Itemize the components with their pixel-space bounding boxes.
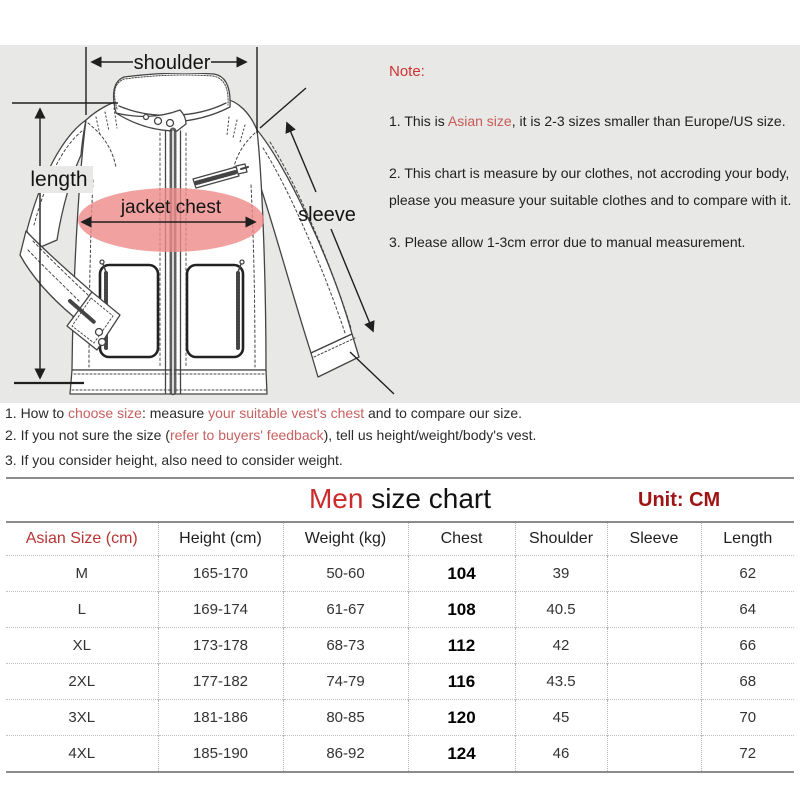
chart-title: Men size chart — [308, 483, 492, 514]
note-item-3: 3. Please allow 1-3cm error due to manual measurement. — [389, 234, 746, 250]
cell-size: XL — [6, 628, 158, 664]
table-row-2xl — [6, 664, 794, 700]
unit-label: Unit: CM — [638, 489, 721, 511]
note-item-2: 2. This chart is measure by our clothes, not accroding your body, please you measure your suitable clothes and to compare with it. — [389, 165, 792, 208]
cell-chest: 108 — [408, 592, 515, 628]
table-row-4xl — [6, 736, 794, 773]
table-row-xl — [6, 628, 794, 664]
cell-weight: 80-85 — [283, 700, 408, 736]
cell-weight: 86-92 — [283, 736, 408, 773]
cell-height: 177-182 — [158, 664, 283, 700]
jacket-measurement-diagram — [0, 45, 400, 403]
table-title-row — [0, 479, 800, 521]
cell-shoulder: 43.5 — [515, 664, 607, 700]
chart-title-men: Men — [308, 483, 364, 514]
cell-size: 4XL — [6, 736, 158, 773]
cell-length: 66 — [701, 628, 794, 664]
cell-chest: 104 — [408, 556, 515, 592]
col-header-height: Height (cm) — [158, 522, 283, 556]
header-row — [6, 522, 794, 556]
cell-length: 70 — [701, 700, 794, 736]
cell-size: L — [6, 592, 158, 628]
col-header-length: Length — [701, 522, 794, 556]
highlight-choose-size: choose size — [68, 405, 142, 421]
cell-sleeve — [607, 556, 701, 592]
cell-sleeve — [607, 628, 701, 664]
col-header-sleeve: Sleeve — [607, 522, 701, 556]
cell-height: 173-178 — [158, 628, 283, 664]
howto-list — [5, 402, 536, 471]
cell-length: 64 — [701, 592, 794, 628]
cell-size: M — [6, 556, 158, 592]
col-header-chest: Chest — [408, 522, 515, 556]
shoulder-label: shoulder — [133, 52, 211, 74]
col-header-asian-size: Asian Size (cm) — [25, 530, 138, 547]
cell-chest: 116 — [408, 664, 515, 700]
cell-chest: 112 — [408, 628, 515, 664]
cell-chest: 120 — [408, 700, 515, 736]
col-header-weight: Weight (kg) — [283, 522, 408, 556]
cell-sleeve — [607, 700, 701, 736]
cell-length: 68 — [701, 664, 794, 700]
cell-sleeve — [607, 736, 701, 773]
cell-size: 3XL — [6, 700, 158, 736]
cell-size: 2XL — [6, 664, 158, 700]
sleeve-label: sleeve — [298, 204, 356, 226]
cell-weight: 74-79 — [283, 664, 408, 700]
cell-shoulder: 45 — [515, 700, 607, 736]
cell-length: 72 — [701, 736, 794, 773]
cell-shoulder: 42 — [515, 628, 607, 664]
cell-sleeve — [607, 664, 701, 700]
table-row-3xl — [6, 700, 794, 736]
cell-height: 185-190 — [158, 736, 283, 773]
highlight-vest-chest: your suitable vest's chest — [208, 405, 365, 421]
notes-block — [389, 63, 795, 251]
howto-item-2: 2. If you not sure the size (refer to buyers' feedback), tell us height/weight/body's vest. — [5, 427, 537, 443]
length-label: length — [30, 168, 88, 191]
cell-height: 181-186 — [158, 700, 283, 736]
cell-weight: 50-60 — [283, 556, 408, 592]
cell-sleeve — [607, 592, 701, 628]
size-table — [6, 521, 794, 773]
howto-item-3: 3. If you consider height, also need to consider weight. — [5, 452, 343, 468]
cell-height: 165-170 — [158, 556, 283, 592]
highlight-feedback: refer to buyers' feedback — [169, 427, 324, 443]
notes-heading: Note: — [389, 63, 425, 80]
note-item-1: 1. This is Asian size, it is 2-3 sizes smaller than Europe/US size. — [389, 113, 786, 129]
cell-length: 62 — [701, 556, 794, 592]
cell-chest: 124 — [408, 736, 515, 773]
cell-shoulder: 39 — [515, 556, 607, 592]
cell-shoulder: 40.5 — [515, 592, 607, 628]
table-row-m — [6, 556, 794, 592]
cell-height: 169-174 — [158, 592, 283, 628]
col-header-shoulder: Shoulder — [515, 522, 607, 556]
diagram-panel — [0, 45, 800, 403]
cell-shoulder: 46 — [515, 736, 607, 773]
cell-weight: 68-73 — [283, 628, 408, 664]
jacket-chest-label: jacket chest — [120, 197, 222, 218]
highlight-asian-size: Asian size — [447, 113, 512, 129]
cell-weight: 61-67 — [283, 592, 408, 628]
table-row-l — [6, 592, 794, 628]
howto-item-1: 1. How to choose size: measure your suitable vest's chest and to compare our size. — [5, 405, 523, 421]
